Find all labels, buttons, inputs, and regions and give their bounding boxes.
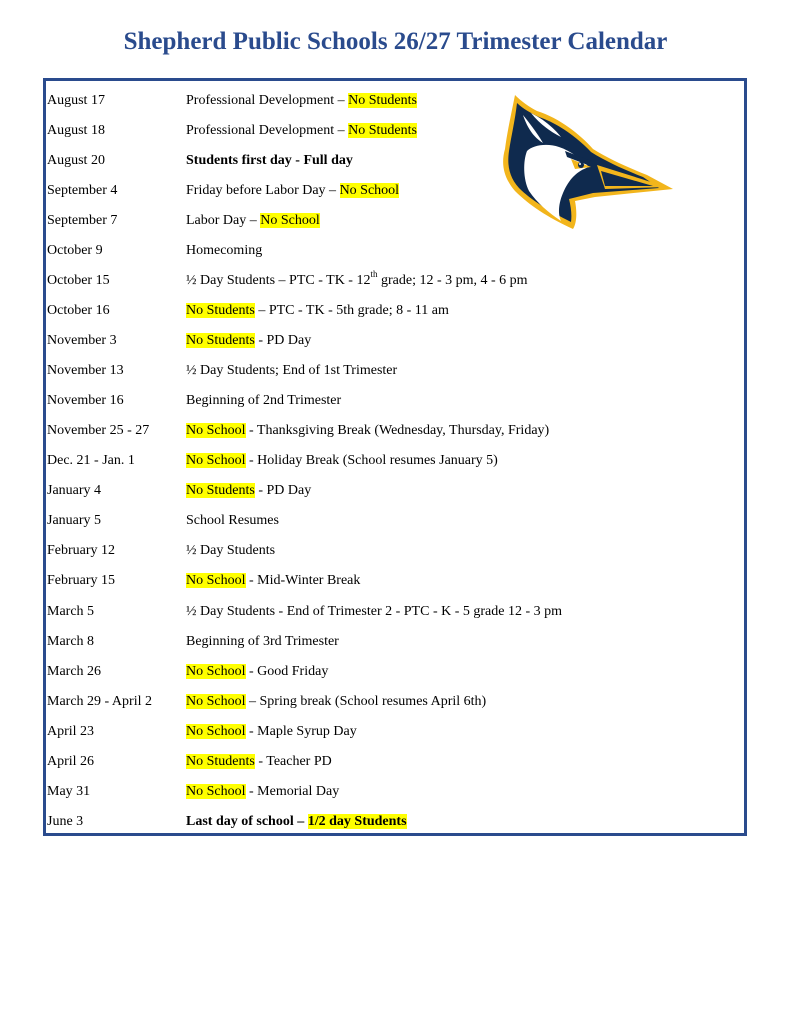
- calendar-row: [46, 812, 744, 832]
- row-description: [186, 211, 320, 231]
- superscript: th: [370, 269, 378, 280]
- row-text: Last day of school –: [186, 814, 308, 829]
- row-text: - Mid-Winter Break: [245, 573, 361, 588]
- row-text: – Spring break (School resumes April 6th): [245, 694, 487, 709]
- calendar-row: [46, 511, 744, 531]
- highlight-text: No School: [186, 784, 246, 799]
- row-text: Labor Day –: [186, 213, 261, 228]
- row-text: Beginning of 3rd Trimester: [186, 634, 339, 649]
- row-text: - PD Day: [254, 333, 312, 348]
- row-text: Students first day - Full day: [186, 153, 353, 168]
- calendar-row: [46, 331, 744, 351]
- row-date: March 29 - April 2: [47, 694, 152, 709]
- bluejay-mascot-icon: [497, 93, 673, 233]
- highlight-text: 1/2 day Students: [307, 814, 407, 829]
- row-date: June 3: [47, 814, 84, 829]
- row-text: – PTC - TK - 5th grade; 8 - 11 am: [254, 303, 449, 318]
- row-date: November 25 - 27: [47, 423, 150, 438]
- row-text: ½ Day Students; End of 1st Trimester: [186, 363, 398, 378]
- row-date: April 23: [47, 724, 95, 739]
- row-description: [186, 571, 360, 591]
- row-description: [186, 91, 417, 111]
- row-date: September 7: [47, 213, 118, 228]
- row-description: [186, 121, 417, 141]
- row-text: School Resumes: [186, 513, 279, 528]
- row-text: - Maple Syrup Day: [245, 724, 357, 739]
- calendar-row: [46, 571, 744, 591]
- highlight-text: No Students: [186, 333, 255, 348]
- row-date: March 5: [47, 604, 95, 619]
- highlight-text: No Students: [186, 483, 255, 498]
- calendar-row: [46, 241, 744, 261]
- row-date: October 15: [47, 273, 110, 288]
- highlight-text: No Students: [186, 303, 255, 318]
- highlight-text: No Students: [348, 93, 417, 108]
- calendar-row: [46, 361, 744, 381]
- calendar-row: [46, 481, 744, 501]
- row-text: - Teacher PD: [254, 754, 332, 769]
- highlight-text: No School: [186, 664, 246, 679]
- row-date: April 26: [47, 754, 95, 769]
- row-description: [186, 692, 486, 712]
- highlight-text: No School: [186, 423, 246, 438]
- row-date: March 26: [47, 664, 102, 679]
- highlight-text: No School: [186, 573, 246, 588]
- row-date: May 31: [47, 784, 91, 799]
- row-description: [186, 722, 357, 742]
- row-description: [186, 752, 332, 772]
- calendar-row: [46, 301, 744, 321]
- row-text: Professional Development –: [186, 93, 349, 108]
- calendar-row: [46, 421, 744, 441]
- row-description: [186, 181, 399, 201]
- row-text: ½ Day Students – PTC - TK - 12: [186, 273, 371, 288]
- row-date: January 5: [47, 513, 102, 528]
- row-date: August 20: [47, 153, 105, 168]
- row-description: [186, 421, 549, 441]
- calendar-row: [46, 692, 744, 712]
- row-text: - Thanksgiving Break (Wednesday, Thursday, Friday): [245, 423, 550, 438]
- row-date: November 3: [47, 333, 117, 348]
- row-text: Friday before Labor Day –: [186, 183, 340, 198]
- row-description: [186, 662, 328, 682]
- row-date: Dec. 21 - Jan. 1: [47, 453, 135, 468]
- row-date: March 8: [47, 634, 95, 649]
- calendar-row: [46, 271, 744, 291]
- row-date: November 16: [47, 393, 124, 408]
- row-date: August 17: [47, 93, 105, 108]
- row-date: September 4: [47, 183, 118, 198]
- row-date: October 9: [47, 243, 103, 258]
- row-text: Professional Development –: [186, 123, 349, 138]
- page-title: Shepherd Public Schools 26/27 Trimester Calendar: [123, 28, 668, 55]
- calendar-row: [46, 722, 744, 742]
- row-description: [186, 481, 311, 501]
- calendar-row: [46, 782, 744, 802]
- calendar-row: [46, 391, 744, 411]
- row-description: [186, 812, 407, 832]
- row-text: - Holiday Break (School resumes January 5): [245, 453, 498, 468]
- row-text: ½ Day Students: [186, 543, 276, 558]
- row-date: October 16: [47, 303, 110, 318]
- row-date: February 12: [47, 543, 116, 558]
- calendar-row: [46, 451, 744, 471]
- highlight-text: No School: [186, 724, 246, 739]
- row-description: [186, 451, 498, 471]
- calendar-row: [46, 662, 744, 682]
- row-text: Homecoming: [186, 243, 263, 258]
- row-description: [186, 782, 339, 802]
- row-date: August 18: [47, 123, 105, 138]
- calendar-row: [46, 632, 744, 652]
- row-description: [186, 331, 311, 351]
- calendar-row: [46, 602, 744, 622]
- row-text: - PD Day: [254, 483, 312, 498]
- highlight-text: No School: [339, 183, 400, 198]
- row-date: November 13: [47, 363, 124, 378]
- calendar-row: [46, 752, 744, 772]
- highlight-text: No Students: [348, 123, 417, 138]
- highlight-text: No School: [260, 213, 320, 228]
- row-text: Beginning of 2nd Trimester: [186, 393, 342, 408]
- row-text: ½ Day Students - End of Trimester 2 - PTC - K - 5 grade 12 - 3 pm: [186, 604, 563, 619]
- row-date: February 15: [47, 573, 116, 588]
- row-date: January 4: [47, 483, 102, 498]
- highlight-text: No School: [186, 453, 246, 468]
- highlight-text: No Students: [186, 754, 255, 769]
- row-text: - Memorial Day: [245, 784, 340, 799]
- row-text: grade; 12 - 3 pm, 4 - 6 pm: [377, 273, 528, 288]
- row-text: - Good Friday: [245, 664, 329, 679]
- calendar-row: [46, 541, 744, 561]
- row-description: [186, 301, 449, 321]
- highlight-text: No School: [186, 694, 246, 709]
- row-description: [186, 271, 528, 291]
